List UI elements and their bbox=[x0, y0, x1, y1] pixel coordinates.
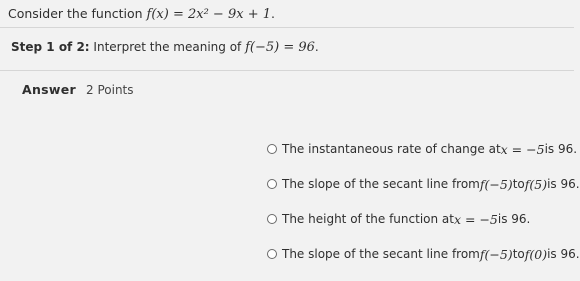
option-math-end: f(0) bbox=[524, 246, 548, 262]
option-text-prefix: The slope of the secant line from bbox=[282, 177, 480, 191]
radio-button-icon[interactable] bbox=[267, 249, 277, 259]
problem-suffix: . bbox=[271, 6, 275, 21]
answer-option-2[interactable] bbox=[267, 176, 580, 192]
option-text-middle: to bbox=[512, 247, 525, 261]
answer-option-1[interactable] bbox=[267, 141, 580, 157]
problem-statement bbox=[0, 0, 574, 28]
answer-label: Answer bbox=[22, 82, 77, 97]
option-math-start: f(−5) bbox=[479, 246, 513, 262]
option-text-suffix: is 96. bbox=[547, 177, 580, 191]
radio-button-icon[interactable] bbox=[267, 214, 277, 224]
option-text-suffix: is 96. bbox=[547, 247, 580, 261]
step-instruction bbox=[11, 40, 319, 55]
step-label: Step 1 of 2: bbox=[11, 40, 90, 54]
option-text-prefix: The height of the function at bbox=[282, 212, 454, 226]
radio-button-icon[interactable] bbox=[267, 179, 277, 189]
function-expression: f(x) = 2x² − 9x + 1 bbox=[146, 7, 271, 22]
answer-option-3[interactable] bbox=[267, 211, 580, 227]
step-text: Interpret the meaning of bbox=[89, 40, 246, 54]
option-text-suffix: is 96. bbox=[497, 212, 531, 226]
points-label: 2 Points bbox=[86, 83, 134, 97]
answer-header bbox=[22, 82, 134, 97]
option-text-prefix: The instantaneous rate of change at bbox=[282, 142, 501, 156]
problem-prefix: Consider the function bbox=[8, 6, 147, 21]
option-text-middle: to bbox=[512, 177, 525, 191]
step-expression: f(−5) = 96 bbox=[245, 40, 315, 55]
answer-options bbox=[267, 141, 580, 281]
option-text-suffix: is 96. bbox=[544, 142, 578, 156]
section-divider bbox=[0, 70, 574, 71]
option-text-prefix: The slope of the secant line from bbox=[282, 247, 480, 261]
step-suffix: . bbox=[314, 40, 319, 54]
option-math: x = −5 bbox=[500, 141, 545, 157]
answer-option-4[interactable] bbox=[267, 246, 580, 262]
option-math: x = −5 bbox=[453, 211, 498, 227]
radio-button-icon[interactable] bbox=[267, 144, 277, 154]
option-math-start: f(−5) bbox=[479, 176, 513, 192]
option-math-end: f(5) bbox=[524, 176, 548, 192]
